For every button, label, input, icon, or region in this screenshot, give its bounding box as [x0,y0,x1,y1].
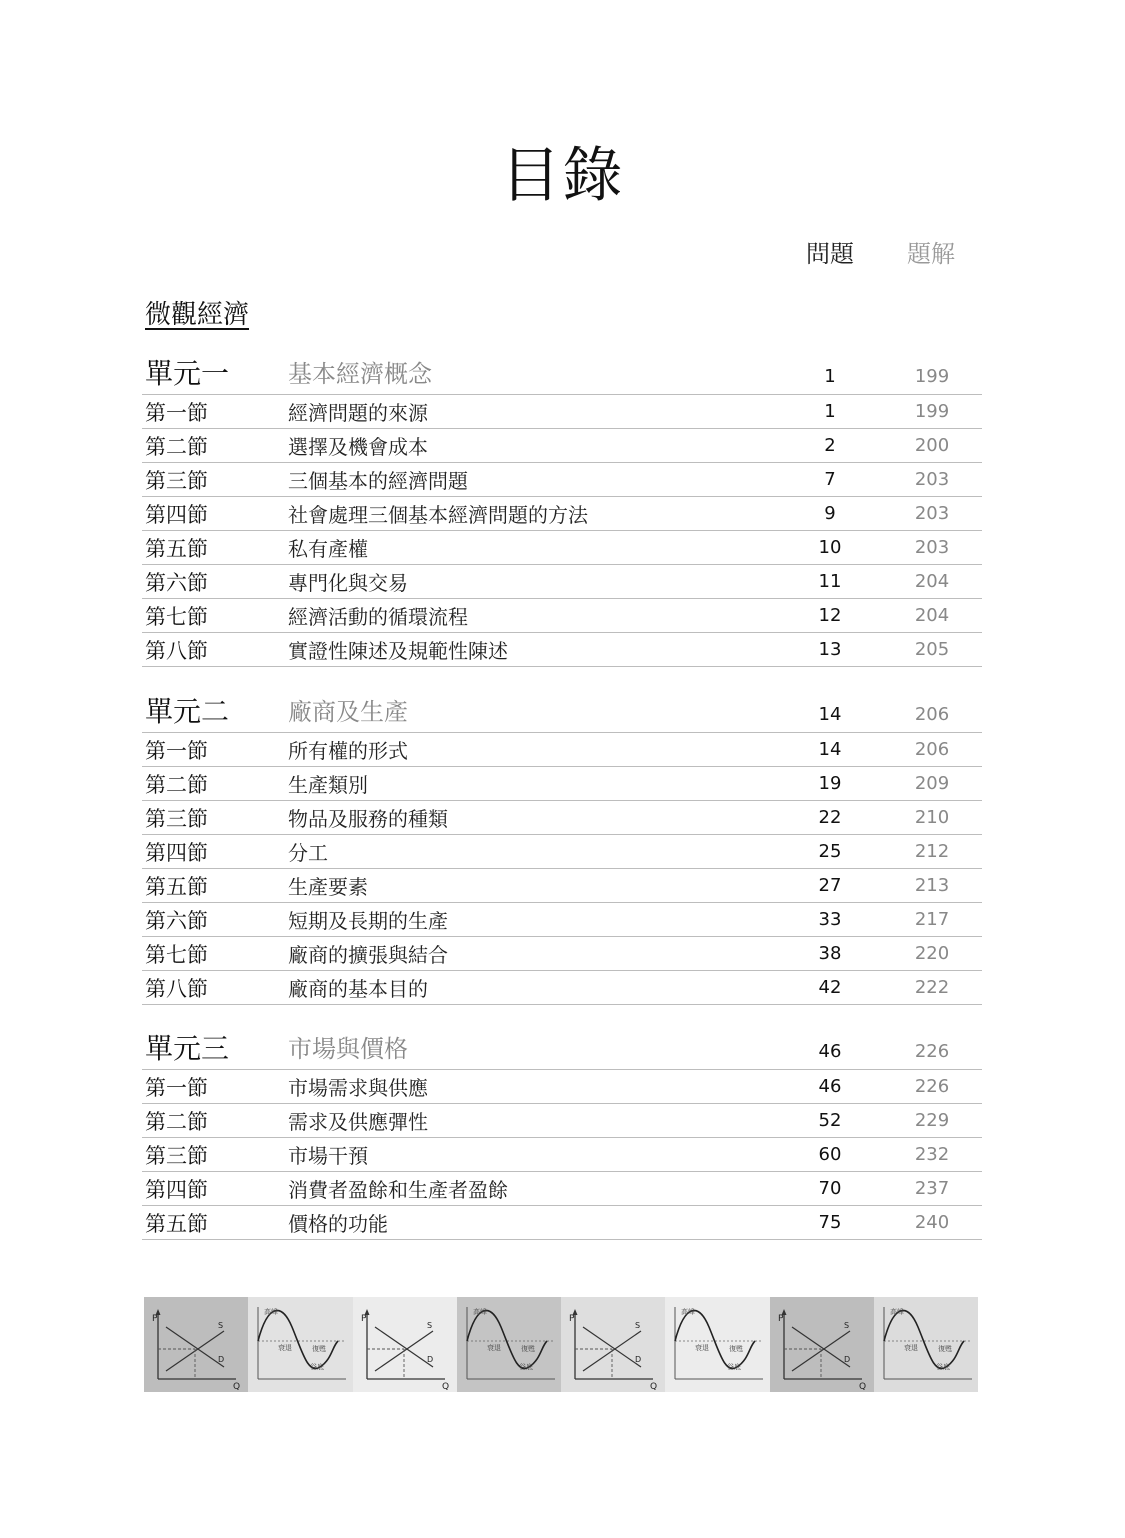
section-question-page: 13 [818,639,842,660]
section-title: 三個基本的經濟問題 [288,469,468,493]
unit-label: 單元一 [145,357,230,390]
price-axis-label: P [360,1314,366,1324]
decorative-graph-strip [144,1297,978,1392]
recession-label: 衰退 [695,1344,710,1352]
section-row [142,1138,982,1172]
section-answer-page: 226 [914,1076,950,1097]
section-question-page: 27 [818,875,842,896]
section-row [142,531,982,565]
section-answer-page: 220 [914,943,950,964]
supply-label: S [843,1321,849,1330]
section-answer-page: 232 [914,1144,950,1165]
unit-answer-page: 206 [914,704,950,725]
section-row [142,463,982,497]
section-title: 短期及長期的生產 [288,909,448,933]
section-row [142,1104,982,1138]
section-question-page: 33 [818,909,842,930]
supply-label: S [426,1321,432,1330]
section-answer-page: 204 [914,571,950,592]
section-row [142,429,982,463]
section-answer-page: 206 [914,739,950,760]
section-label: 第六節 [145,909,208,933]
supply-label: S [218,1321,224,1330]
section-question-page: 70 [818,1178,842,1199]
section-answer-page: 203 [914,503,950,524]
section-row [142,1172,982,1206]
section-label: 第二節 [145,435,208,459]
section-question-page: 2 [824,435,836,456]
quantity-axis-label: Q [441,1382,449,1392]
section-title: 需求及供應彈性 [288,1110,428,1134]
section-question-page: 11 [818,571,842,592]
section-row [142,733,982,767]
section-label: 第四節 [145,503,208,527]
section-row [142,497,982,531]
business-cycle-graph [457,1297,561,1392]
section-label: 第一節 [145,739,208,763]
trough-label: 谷底 [935,1363,950,1371]
unit-question-page: 1 [824,366,836,387]
section-question-page: 1 [824,401,836,422]
unit-2 [142,696,982,1005]
unit-heading [142,1033,982,1070]
unit-question-page: 14 [818,704,842,725]
section-answer-page: 213 [914,875,950,896]
section-label: 第七節 [145,943,208,967]
section-question-page: 46 [818,1076,842,1097]
section-answer-page: 229 [914,1110,950,1131]
unit-title: 基本經濟概念 [288,360,432,388]
section-question-page: 7 [824,469,836,490]
business-cycle-graph [248,1297,352,1392]
section-row [142,835,982,869]
section-label: 第三節 [145,807,208,831]
section-title: 廠商的擴張與結合 [288,943,448,967]
section-question-page: 14 [818,739,842,760]
price-axis-label: P [777,1314,783,1324]
recovery-label: 復甦 [312,1345,327,1353]
quantity-axis-label: Q [858,1382,866,1392]
section-question-page: 75 [818,1212,842,1233]
section-label: 第五節 [145,537,208,561]
section-label: 第八節 [145,639,208,663]
section-row [142,801,982,835]
section-question-page: 25 [818,841,842,862]
peak-label: 高峰 [472,1308,487,1316]
section-question-page: 52 [818,1110,842,1131]
section-title: 物品及服務的種類 [288,807,448,831]
section-title: 生產要素 [288,875,368,899]
unit-3 [142,1033,982,1240]
recovery-label: 復甦 [937,1345,952,1353]
column-header-questions: 問題 [806,240,854,268]
section-question-page: 19 [818,773,842,794]
section-answer-page: 237 [914,1178,950,1199]
unit-title: 廠商及生產 [288,698,408,726]
supply-demand-graph [770,1297,874,1392]
section-title: 私有產權 [288,537,368,561]
section-label: 第四節 [145,1178,208,1202]
demand-label: D [635,1355,642,1364]
section-label: 第四節 [145,841,208,865]
section-title: 分工 [288,841,328,865]
peak-label: 高峰 [264,1308,279,1316]
recession-label: 衰退 [486,1344,501,1352]
unit-label: 單元二 [145,695,230,728]
section-title: 選擇及機會成本 [288,435,428,459]
section-row [142,767,982,801]
section-label: 第三節 [145,469,208,493]
section-answer-page: 240 [914,1212,950,1233]
recovery-label: 復甦 [729,1345,744,1353]
section-label: 第二節 [145,773,208,797]
section-row [142,395,982,429]
section-title: 所有權的形式 [288,739,408,763]
section-answer-page: 204 [914,605,950,626]
section-title: 實證性陳述及規範性陳述 [288,639,508,663]
section-question-page: 10 [818,537,842,558]
demand-label: D [843,1355,850,1364]
section-label: 第三節 [145,1144,208,1168]
section-answer-page: 212 [914,841,950,862]
section-answer-page: 199 [914,401,950,422]
section-label: 第七節 [145,605,208,629]
section-answer-page: 203 [914,537,950,558]
demand-label: D [426,1355,433,1364]
section-row [142,565,982,599]
section-question-page: 9 [824,503,836,524]
section-row [142,971,982,1005]
section-title: 消費者盈餘和生產者盈餘 [288,1178,508,1202]
unit-answer-page: 199 [914,366,950,387]
section-title: 經濟活動的循環流程 [288,605,468,629]
section-question-page: 38 [818,943,842,964]
section-label: 第一節 [145,401,208,425]
supply-demand-graph [353,1297,457,1392]
trough-label: 谷底 [727,1363,742,1371]
quantity-axis-label: Q [233,1382,241,1392]
section-row [142,1070,982,1104]
supply-demand-graph [144,1297,248,1392]
section-label: 第五節 [145,1212,208,1236]
section-title: 廠商的基本目的 [288,977,428,1001]
peak-label: 高峰 [889,1308,904,1316]
peak-label: 高峰 [681,1308,696,1316]
section-label: 第一節 [145,1076,208,1100]
section-answer-page: 209 [914,773,950,794]
supply-demand-graph [561,1297,665,1392]
trough-label: 谷底 [310,1363,325,1371]
section-row [142,633,982,667]
trough-label: 谷底 [518,1363,533,1371]
price-axis-label: P [152,1314,158,1324]
section-answer-page: 210 [914,807,950,828]
section-label: 第六節 [145,571,208,595]
section-row [142,1206,982,1240]
section-label: 第八節 [145,977,208,1001]
recession-label: 衰退 [278,1344,293,1352]
section-title: 生產類別 [288,773,368,797]
unit-label: 單元三 [145,1032,230,1065]
section-title: 經濟問題的來源 [288,401,428,425]
unit-question-page: 46 [818,1041,842,1062]
unit-1 [142,358,982,667]
page-title: 目錄 [500,141,625,211]
section-title: 價格的功能 [288,1212,388,1236]
section-label: 第二節 [145,1110,208,1134]
part-title: 微觀經濟 [145,300,250,330]
section-row [142,869,982,903]
unit-heading [142,696,982,733]
section-answer-page: 203 [914,469,950,490]
recession-label: 衰退 [903,1344,918,1352]
recovery-label: 復甦 [520,1345,535,1353]
section-answer-page: 217 [914,909,950,930]
unit-heading [142,358,982,395]
section-row [142,937,982,971]
unit-answer-page: 226 [914,1041,950,1062]
section-row [142,903,982,937]
section-answer-page: 205 [914,639,950,660]
business-cycle-graph [874,1297,978,1392]
section-label: 第五節 [145,875,208,899]
business-cycle-graph [665,1297,769,1392]
demand-label: D [218,1355,225,1364]
column-header-answers: 題解 [907,240,955,268]
supply-label: S [635,1321,641,1330]
section-title: 專門化與交易 [288,571,408,595]
section-question-page: 12 [818,605,842,626]
section-row [142,599,982,633]
section-question-page: 22 [818,807,842,828]
section-question-page: 42 [818,977,842,998]
section-question-page: 60 [818,1144,842,1165]
section-title: 市場干預 [288,1144,368,1168]
section-title: 社會處理三個基本經濟問題的方法 [288,503,588,527]
section-answer-page: 200 [914,435,950,456]
unit-title: 市場與價格 [288,1035,408,1063]
section-answer-page: 222 [914,977,950,998]
section-title: 市場需求與供應 [288,1076,428,1100]
price-axis-label: P [569,1314,575,1324]
quantity-axis-label: Q [650,1382,658,1392]
